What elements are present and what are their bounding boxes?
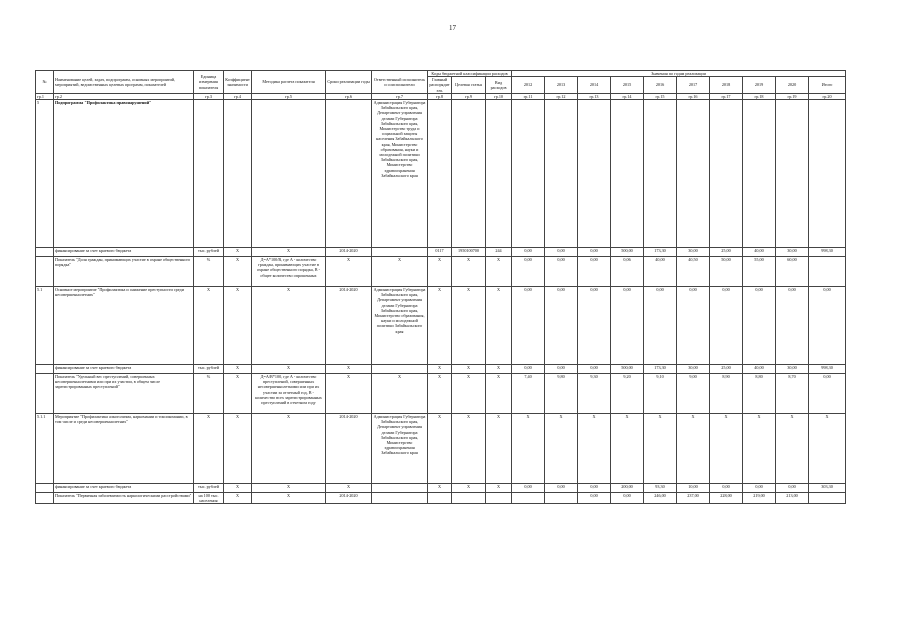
cell-grbs bbox=[428, 493, 452, 504]
cell-year-value: 8,80 bbox=[743, 374, 776, 414]
cell-year-value bbox=[743, 100, 776, 248]
section-row bbox=[36, 414, 846, 484]
cell-unit: X bbox=[194, 287, 224, 365]
table-body bbox=[36, 100, 846, 504]
program-table-container bbox=[35, 70, 845, 504]
cell-resp: Администрация Губернатора Забайкальского края, Департамент управления делами Губернатора Забайкальского края, Министерство здравоохранения Забайкальского края bbox=[372, 414, 428, 484]
cell-grbs: X bbox=[428, 374, 452, 414]
col-number: гр.6 bbox=[326, 93, 372, 99]
cell-period: 2014-2020 bbox=[326, 248, 372, 257]
cell-method: X bbox=[252, 287, 326, 365]
cell-unit: на 100 тыс. населения bbox=[194, 493, 224, 504]
cell-unit: тыс. рублей bbox=[194, 365, 224, 374]
cell-year-value: 30,00 bbox=[776, 365, 809, 374]
cell-year-value: 246,00 bbox=[644, 493, 677, 504]
table-row bbox=[36, 257, 846, 287]
cell-period: X bbox=[326, 374, 372, 414]
cell-no: 5.1 bbox=[36, 287, 54, 365]
cell-exp: X bbox=[486, 374, 512, 414]
cell-year-value: 0,00 bbox=[545, 365, 578, 374]
header-exp-type: Вид расходов bbox=[486, 77, 512, 94]
cell-unit: % bbox=[194, 257, 224, 287]
cell-year-value: 0,00 bbox=[578, 287, 611, 365]
cell-total: 0,00 bbox=[809, 374, 846, 414]
cell-name: финансирование за счет краевого бюджета bbox=[54, 248, 194, 257]
cell-unit: X bbox=[194, 414, 224, 484]
col-number: гр.4 bbox=[224, 93, 252, 99]
col-number: гр.7 bbox=[372, 93, 428, 99]
cell-grbs: X bbox=[428, 257, 452, 287]
cell-coef: X bbox=[224, 493, 252, 504]
cell-resp: Администрация Губернатора Забайкальского края, Департамент управления делами Губернатора Забайкальского края, Министерство труда и социальной защиты населения Забайкальского края, Министерство образования, науки и молодежной политики Забайкальского края, Министерство здравоохранения Забайкальского края bbox=[372, 100, 428, 248]
cell-resp bbox=[372, 248, 428, 257]
section-row bbox=[36, 287, 846, 365]
cell-period bbox=[326, 100, 372, 248]
cell-year-value: 8,90 bbox=[710, 374, 743, 414]
cell-method bbox=[252, 100, 326, 248]
header-year: 2013 bbox=[545, 77, 578, 94]
header-year: 2018 bbox=[710, 77, 743, 94]
cell-year-value: X bbox=[578, 414, 611, 484]
cell-year-value bbox=[545, 100, 578, 248]
cell-period: X bbox=[326, 484, 372, 493]
col-number: гр.13 bbox=[578, 93, 611, 99]
cell-article bbox=[452, 493, 486, 504]
cell-unit: тыс. рублей bbox=[194, 484, 224, 493]
col-number: гр.5 bbox=[252, 93, 326, 99]
cell-year-value: 219,00 bbox=[743, 493, 776, 504]
cell-unit bbox=[194, 100, 224, 248]
cell-coef: X bbox=[224, 248, 252, 257]
cell-year-value: 9,00 bbox=[677, 374, 710, 414]
cell-name: Показатель "Первичная заболеваемость наркологическими расстройствами" bbox=[54, 493, 194, 504]
header-year: 2014 bbox=[578, 77, 611, 94]
cell-grbs bbox=[428, 100, 452, 248]
cell-year-value bbox=[545, 493, 578, 504]
cell-resp bbox=[372, 484, 428, 493]
cell-resp: X bbox=[372, 257, 428, 287]
col-number: гр.15 bbox=[644, 93, 677, 99]
cell-exp: X bbox=[486, 257, 512, 287]
cell-year-value: 93,30 bbox=[644, 484, 677, 493]
cell-article: X bbox=[452, 484, 486, 493]
header-no: № bbox=[36, 71, 54, 94]
cell-year-value: 0,00 bbox=[743, 484, 776, 493]
table-row bbox=[36, 365, 846, 374]
col-number: гр.8 bbox=[428, 93, 452, 99]
cell-period: 2014-2020 bbox=[326, 493, 372, 504]
cell-no bbox=[36, 484, 54, 493]
cell-no: 5 bbox=[36, 100, 54, 248]
cell-method: X bbox=[252, 484, 326, 493]
table-header bbox=[36, 71, 846, 100]
header-budget-codes: Коды бюджетной классификации расходов bbox=[428, 71, 512, 77]
cell-year-value: X bbox=[644, 414, 677, 484]
cell-name: финансирование за счет краевого бюджета bbox=[54, 484, 194, 493]
cell-year-value: 0,00 bbox=[776, 287, 809, 365]
cell-year-value: 30,00 bbox=[677, 248, 710, 257]
cell-total: X bbox=[809, 414, 846, 484]
cell-exp: X bbox=[486, 484, 512, 493]
cell-year-value: 0,00 bbox=[578, 493, 611, 504]
cell-year-value: 0,06 bbox=[611, 257, 644, 287]
cell-no bbox=[36, 374, 54, 414]
col-number: гр.1 bbox=[36, 93, 54, 99]
cell-year-value: X bbox=[776, 414, 809, 484]
col-number: гр.17 bbox=[710, 93, 743, 99]
cell-year-value: 9,10 bbox=[644, 374, 677, 414]
cell-year-value: 0,00 bbox=[512, 257, 545, 287]
cell-year-value: 0,00 bbox=[545, 287, 578, 365]
cell-year-value: 0,00 bbox=[578, 365, 611, 374]
cell-year-value: 200,00 bbox=[611, 484, 644, 493]
cell-exp: 244 bbox=[486, 248, 512, 257]
cell-year-value: 500,00 bbox=[611, 248, 644, 257]
header-year: 2020 bbox=[776, 77, 809, 94]
cell-resp bbox=[372, 365, 428, 374]
cell-year-value: 0,00 bbox=[611, 493, 644, 504]
cell-year-value bbox=[644, 100, 677, 248]
table-row bbox=[36, 484, 846, 493]
cell-coef bbox=[224, 100, 252, 248]
cell-year-value: 30,00 bbox=[677, 365, 710, 374]
cell-unit: % bbox=[194, 374, 224, 414]
cell-year-value: 0,00 bbox=[644, 287, 677, 365]
col-number: гр.14 bbox=[611, 93, 644, 99]
cell-exp: X bbox=[486, 365, 512, 374]
section-row bbox=[36, 100, 846, 248]
cell-year-value: 60,00 bbox=[776, 257, 809, 287]
cell-total: 303,30 bbox=[809, 484, 846, 493]
cell-year-value: 9,30 bbox=[578, 374, 611, 414]
cell-article: X bbox=[452, 374, 486, 414]
col-number: гр.19 bbox=[776, 93, 809, 99]
cell-year-value: 0,00 bbox=[512, 287, 545, 365]
cell-total bbox=[809, 493, 846, 504]
cell-period: X bbox=[326, 257, 372, 287]
cell-grbs: X bbox=[428, 287, 452, 365]
cell-exp: X bbox=[486, 287, 512, 365]
cell-year-value bbox=[611, 100, 644, 248]
table-row bbox=[36, 374, 846, 414]
cell-year-value: X bbox=[512, 414, 545, 484]
cell-total bbox=[809, 257, 846, 287]
cell-year-value: 9,20 bbox=[611, 374, 644, 414]
cell-year-value: 500,00 bbox=[611, 365, 644, 374]
cell-year-value bbox=[776, 100, 809, 248]
header-article: Целевая статья bbox=[452, 77, 486, 94]
cell-name: Показатель "Доля граждан, принимающих участие в охране общественного порядка" bbox=[54, 257, 194, 287]
header-year: 2012 bbox=[512, 77, 545, 94]
cell-year-value: 0,00 bbox=[545, 484, 578, 493]
col-number: гр.9 bbox=[452, 93, 486, 99]
col-number: гр.20 bbox=[809, 93, 846, 99]
cell-no: 5.1.1 bbox=[36, 414, 54, 484]
cell-year-value: 40,00 bbox=[644, 257, 677, 287]
cell-grbs: X bbox=[428, 414, 452, 484]
header-name: Наименование целей, задач, подпрограмм, основных мероприятий, мероприятий, ведомственных целевых программ, показателей bbox=[54, 71, 194, 94]
cell-no bbox=[36, 365, 54, 374]
header-year: 2015 bbox=[611, 77, 644, 94]
header-method: Методика расчета показателя bbox=[252, 71, 326, 94]
cell-no bbox=[36, 493, 54, 504]
cell-year-value bbox=[512, 100, 545, 248]
cell-year-value: X bbox=[545, 414, 578, 484]
cell-coef: X bbox=[224, 414, 252, 484]
cell-year-value: 25,00 bbox=[710, 365, 743, 374]
cell-year-value: 0,00 bbox=[578, 484, 611, 493]
cell-period: X bbox=[326, 365, 372, 374]
cell-year-value: X bbox=[743, 414, 776, 484]
cell-name: Подпрограмма "Профилактика правонарушений" bbox=[54, 100, 194, 248]
col-number: гр.2 bbox=[54, 93, 194, 99]
cell-year-value: X bbox=[677, 414, 710, 484]
cell-total: 0,00 bbox=[809, 287, 846, 365]
cell-resp: X bbox=[372, 374, 428, 414]
cell-year-value bbox=[512, 493, 545, 504]
cell-coef: X bbox=[224, 365, 252, 374]
cell-year-value: 25,00 bbox=[710, 248, 743, 257]
cell-year-value: 0,00 bbox=[545, 257, 578, 287]
cell-resp bbox=[372, 493, 428, 504]
cell-year-value: X bbox=[710, 414, 743, 484]
cell-year-value bbox=[710, 100, 743, 248]
cell-method: X bbox=[252, 365, 326, 374]
col-number: гр.11 bbox=[512, 93, 545, 99]
cell-article bbox=[452, 100, 486, 248]
cell-grbs: 0117 bbox=[428, 248, 452, 257]
cell-exp bbox=[486, 100, 512, 248]
cell-year-value: 228,00 bbox=[710, 493, 743, 504]
cell-name: Мероприятие "Профилактика алкоголизма, наркомании и токсикомании, в том числе и среди несовершеннолетних" bbox=[54, 414, 194, 484]
cell-year-value: 0,00 bbox=[578, 257, 611, 287]
cell-period: 2014-2020 bbox=[326, 414, 372, 484]
table-row bbox=[36, 248, 846, 257]
cell-year-value bbox=[677, 100, 710, 248]
header-year: 2016 bbox=[644, 77, 677, 94]
cell-grbs: X bbox=[428, 484, 452, 493]
header-total: Итого bbox=[809, 77, 846, 94]
program-table bbox=[35, 70, 846, 504]
cell-year-value: 0,00 bbox=[512, 484, 545, 493]
cell-year-value: 40,00 bbox=[743, 365, 776, 374]
header-values: Значения по годам реализации bbox=[512, 71, 846, 77]
cell-article: X bbox=[452, 414, 486, 484]
cell-year-value: 0,00 bbox=[512, 248, 545, 257]
cell-exp: X bbox=[486, 414, 512, 484]
cell-year-value: 237,00 bbox=[677, 493, 710, 504]
col-number: гр.10 bbox=[486, 93, 512, 99]
cell-year-value: 0,00 bbox=[743, 287, 776, 365]
cell-method: X bbox=[252, 493, 326, 504]
cell-total: 998,30 bbox=[809, 365, 846, 374]
header-year: 2017 bbox=[677, 77, 710, 94]
header-responsible: Ответственный исполнитель и соисполнители bbox=[372, 71, 428, 94]
cell-year-value: 40,50 bbox=[677, 257, 710, 287]
cell-method: Д=А/В*100, где А - количество преступлений, совершенных несовершеннолетними или при их участии за отчетный год, В - количество всех зарегистрированных преступлений в отчетном году bbox=[252, 374, 326, 414]
cell-year-value: 173,30 bbox=[644, 248, 677, 257]
cell-year-value: 0,00 bbox=[710, 484, 743, 493]
cell-grbs: X bbox=[428, 365, 452, 374]
cell-year-value: 55,00 bbox=[743, 257, 776, 287]
cell-coef: X bbox=[224, 374, 252, 414]
header-coef: Коэффициент значимости bbox=[224, 71, 252, 94]
cell-no bbox=[36, 248, 54, 257]
header-grbs: Главный распорядитель bbox=[429, 77, 450, 93]
header-unit: Единица измерения показателя bbox=[194, 71, 224, 94]
col-number: гр.18 bbox=[743, 93, 776, 99]
col-number: гр.12 bbox=[545, 93, 578, 99]
cell-coef: X bbox=[224, 257, 252, 287]
cell-year-value: 9,80 bbox=[545, 374, 578, 414]
cell-year-value: 213,00 bbox=[776, 493, 809, 504]
cell-article: 1950100700 bbox=[452, 248, 486, 257]
cell-name: Основное мероприятие "Профилактика и снижение преступности среди несовершеннолетних" bbox=[54, 287, 194, 365]
cell-year-value: 0,00 bbox=[611, 287, 644, 365]
cell-year-value: 50,00 bbox=[710, 257, 743, 287]
col-number: гр.16 bbox=[677, 93, 710, 99]
cell-year-value bbox=[578, 100, 611, 248]
cell-unit: тыс. рублей bbox=[194, 248, 224, 257]
cell-year-value: 0,00 bbox=[545, 248, 578, 257]
cell-total: 998,30 bbox=[809, 248, 846, 257]
cell-year-value: 8,70 bbox=[776, 374, 809, 414]
cell-no bbox=[36, 257, 54, 287]
cell-total bbox=[809, 100, 846, 248]
cell-year-value: 0,00 bbox=[677, 287, 710, 365]
header-year: 2019 bbox=[743, 77, 776, 94]
cell-year-value: 0,00 bbox=[776, 484, 809, 493]
col-number: гр.3 bbox=[194, 93, 224, 99]
header-period: Сроки реализации годы bbox=[326, 71, 372, 94]
cell-year-value: 173,30 bbox=[644, 365, 677, 374]
cell-year-value: 0,00 bbox=[578, 248, 611, 257]
cell-name: финансирование за счет краевого бюджета bbox=[54, 365, 194, 374]
cell-coef: X bbox=[224, 287, 252, 365]
cell-article: X bbox=[452, 365, 486, 374]
table-row bbox=[36, 493, 846, 504]
cell-coef: X bbox=[224, 484, 252, 493]
cell-method: Д=А*100/В, где А - количество граждан, принимающих участие в охране общественного порядка, В - общее количество опрошенных bbox=[252, 257, 326, 287]
cell-period: 2014-2020 bbox=[326, 287, 372, 365]
cell-year-value: 7,40 bbox=[512, 374, 545, 414]
cell-year-value: 30,00 bbox=[776, 248, 809, 257]
cell-year-value: 0,00 bbox=[512, 365, 545, 374]
cell-year-value: 10,00 bbox=[677, 484, 710, 493]
cell-year-value: X bbox=[611, 414, 644, 484]
cell-year-value: 0,00 bbox=[710, 287, 743, 365]
cell-resp: Администрация Губернатора Забайкальского края, Департамент управления делами Губернатора Забайкальского края, Министерство образования, науки и молодежной политики Забайкальского края bbox=[372, 287, 428, 365]
cell-method: X bbox=[252, 414, 326, 484]
page-number: 17 bbox=[449, 24, 456, 32]
cell-article: X bbox=[452, 257, 486, 287]
cell-year-value: 40,00 bbox=[743, 248, 776, 257]
cell-name: Показатель "Удельный вес преступлений, совершенных несовершеннолетними или при их участии, в общем числе зарегистрированных преступлений" bbox=[54, 374, 194, 414]
cell-exp bbox=[486, 493, 512, 504]
cell-method: X bbox=[252, 248, 326, 257]
cell-article: X bbox=[452, 287, 486, 365]
